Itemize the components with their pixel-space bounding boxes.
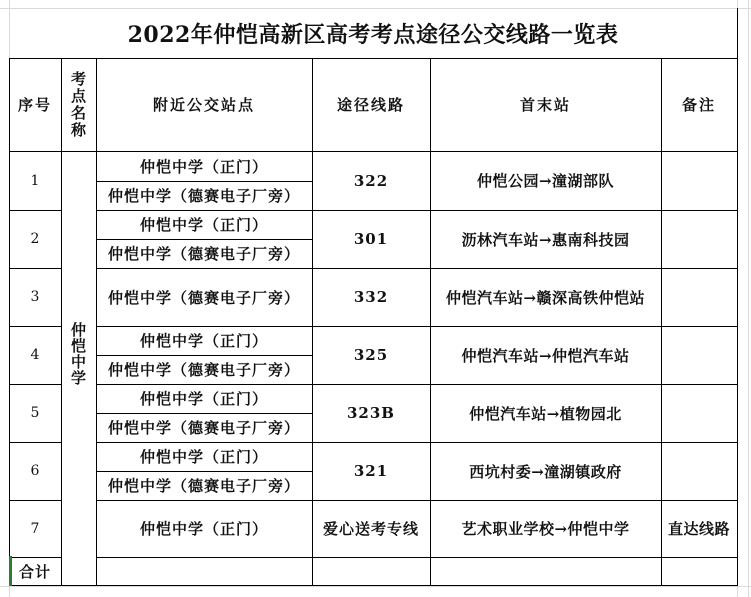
header-route[interactable]: 途径线路 xyxy=(336,96,405,114)
row-remarks[interactable] xyxy=(661,442,737,500)
row-seq[interactable]: 5 xyxy=(30,405,40,421)
table-title[interactable]: 2022年仲恺高新区高考考点途径公交线路一览表 xyxy=(127,21,619,48)
row-stop[interactable]: 仲恺中学（德赛电子厂旁） xyxy=(107,187,300,205)
row-seq[interactable]: 4 xyxy=(30,347,40,363)
row-stop[interactable]: 仲恺中学（正门） xyxy=(139,157,268,176)
row-remarks[interactable] xyxy=(661,326,737,384)
row-seq[interactable]: 3 xyxy=(30,289,40,305)
row-terminals[interactable]: 西坑村委→潼湖镇政府 xyxy=(469,462,622,481)
row-terminals[interactable]: 仲恺汽车站→植物园北 xyxy=(469,404,622,423)
row-remarks[interactable] xyxy=(661,268,737,326)
border-h xyxy=(96,557,738,558)
row-seq[interactable]: 7 xyxy=(30,520,40,537)
row-stop[interactable]: 仲恺中学（正门） xyxy=(139,332,268,350)
header-seq[interactable]: 序号 xyxy=(17,96,52,114)
row-seq[interactable]: 6 xyxy=(30,463,40,479)
header-stops[interactable]: 附近公交站点 xyxy=(152,96,255,114)
row-route[interactable]: 332 xyxy=(353,288,389,306)
row-remarks[interactable] xyxy=(661,384,737,442)
row-terminals[interactable]: 仲恺公园→潼湖部队 xyxy=(476,172,615,190)
cell-selection-marker xyxy=(9,556,12,586)
total-label[interactable]: 合计 xyxy=(18,562,51,581)
row-route[interactable]: 321 xyxy=(353,462,389,480)
row-terminals[interactable]: 艺术职业学校→仲恺中学 xyxy=(461,520,630,538)
exam-site-name[interactable]: 仲恺中学 xyxy=(69,322,87,386)
border-h xyxy=(9,585,738,586)
row-stop[interactable]: 仲恺中学（德赛电子厂旁） xyxy=(107,361,300,379)
header-remarks[interactable]: 备注 xyxy=(681,96,716,114)
row-stop[interactable]: 仲恺中学（正门） xyxy=(139,216,268,234)
row-stop[interactable]: 仲恺中学（德赛电子厂旁） xyxy=(107,477,300,495)
row-seq[interactable]: 1 xyxy=(30,172,40,189)
row-remarks[interactable]: 直达线路 xyxy=(667,520,730,538)
row-stop[interactable]: 仲恺中学（德赛电子厂旁） xyxy=(107,288,300,307)
row-stop[interactable]: 仲恺中学（德赛电子厂旁） xyxy=(107,419,300,437)
row-route[interactable]: 爱心送考专线 xyxy=(322,520,419,538)
row-terminals[interactable]: 仲恺汽车站→仲恺汽车站 xyxy=(461,346,630,365)
row-terminals[interactable]: 沥林汽车站→惠南科技园 xyxy=(461,230,630,249)
gridline-h xyxy=(0,586,751,587)
header-terminals[interactable]: 首末站 xyxy=(519,96,571,114)
row-route[interactable]: 301 xyxy=(353,230,389,248)
row-terminals[interactable]: 仲恺汽车站→赣深高铁仲恺站 xyxy=(445,288,646,307)
row-stop[interactable]: 仲恺中学（德赛电子厂旁） xyxy=(107,245,300,263)
row-route[interactable]: 325 xyxy=(353,346,389,364)
row-seq[interactable]: 2 xyxy=(30,231,40,247)
row-remarks[interactable] xyxy=(661,210,737,268)
row-stop[interactable]: 仲恺中学（正门） xyxy=(139,390,268,408)
row-remarks[interactable] xyxy=(661,151,737,210)
row-stop[interactable]: 仲恺中学（正门） xyxy=(139,520,268,538)
row-route[interactable]: 323B xyxy=(347,404,395,422)
header-exam-site[interactable]: 考点名称 xyxy=(69,70,87,139)
gridline-v xyxy=(748,0,749,597)
row-route[interactable]: 322 xyxy=(353,171,389,190)
row-stop[interactable]: 仲恺中学（正门） xyxy=(139,448,268,466)
border-v xyxy=(737,8,738,586)
